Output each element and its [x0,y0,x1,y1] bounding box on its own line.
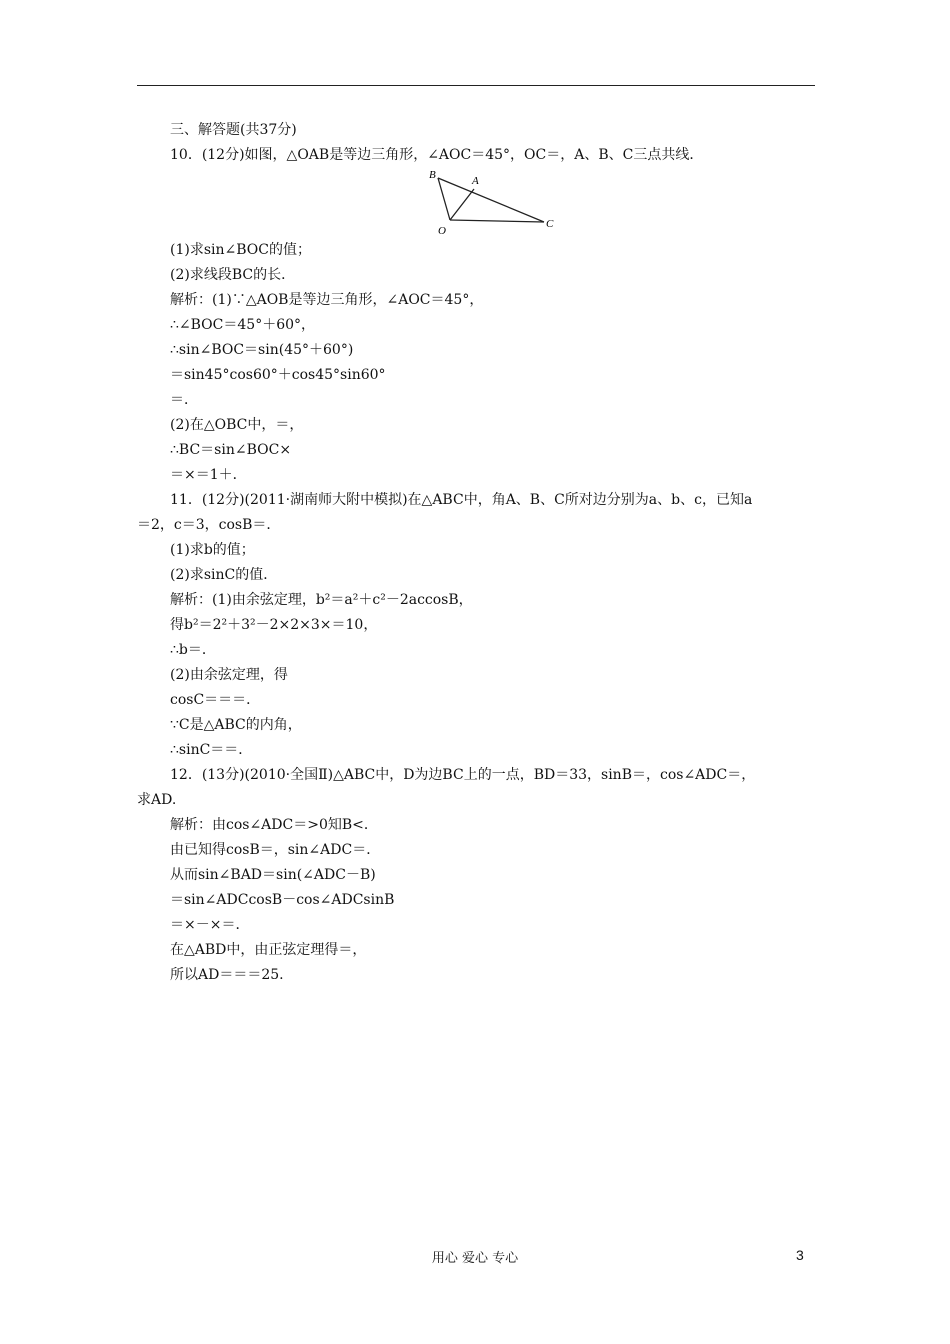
text-line: 从而sin∠BAD＝sin(∠ADC－B) [170,867,376,883]
label-b: B [429,169,436,181]
text-line: ∴b＝． [170,642,216,658]
text-line: (1)求b的值； [170,542,255,558]
text-line: ∴∠BOC＝45°＋60°， [170,317,316,333]
text-line: (2)求sinC的值． [170,567,278,583]
text-line: ＝×＝1＋． [170,467,247,483]
text-line: 10．(12分)如图，△OAB是等边三角形，∠AOC＝45°，OC＝，A、B、C三点共线． [170,147,704,163]
page-number: 3 [796,1247,804,1263]
text-line: 三、解答题(共37分) [170,122,297,138]
text-line: 求AD. [137,792,177,808]
triangle-diagram [422,168,692,238]
text-line: ＝sin45°cos60°＋cos45°sin60° [170,367,386,383]
text-line: ＝×－×＝． [170,917,250,933]
segment-oa [450,189,474,220]
text-block-solutions [137,238,815,988]
text-line: 所以AD＝＝＝25. [170,967,284,983]
text-line: ∴sinC＝＝． [170,742,253,758]
text-block-intro [137,118,815,168]
text-line: (2)求线段BC的长． [170,267,296,283]
footer-slogan: 用心 爱心 专心 [431,1251,519,1266]
text-line: ＝． [170,392,198,408]
triangle-figure [137,168,815,238]
label-a: A [472,175,479,187]
text-line: (2)由余弦定理，得 [170,667,288,683]
text-line: 得b²＝2²＋3²－2×2×3×＝10， [170,617,378,633]
segment-oc [450,220,544,222]
text-line: 12．(13分)(2010·全国Ⅱ)△ABC中，D为边BC上的一点，BD＝33，sinB＝，cos∠ADC＝， [170,767,756,783]
text-line: ∴BC＝sin∠BOC× [170,442,292,458]
text-line: cosC＝＝＝． [170,692,261,708]
text-line: 在△ABD中，由正弦定理得＝， [170,942,367,958]
text-line: 由已知得cosB＝，sin∠ADC＝． [170,842,381,858]
text-line: 11．(12分)(2011·湖南师大附中模拟)在△ABC中，角A、B、C所对边分别为a、b、c，已知a [170,492,753,508]
text-line: (1)求sin∠BOC的值； [170,242,311,258]
segment-bo [438,178,450,220]
label-o: O [438,225,446,237]
text-line: 解析：(1)由余弦定理，b²＝a²＋c²－2accosB， [170,592,473,608]
page-content [137,118,815,988]
text-line: ＝sin∠ADCcosB－cos∠ADCsinB [170,892,395,908]
header-rule [137,85,815,86]
text-line: 解析：(1)∵△AOB是等边三角形，∠AOC＝45°， [170,292,484,308]
text-line: ∴sin∠BOC＝sin(45°＋60°) [170,342,354,358]
text-line: (2)在△OBC中，＝， [170,417,304,433]
text-line: 解析：由cos∠ADC＝>0知B<． [170,817,378,833]
label-c: C [546,218,554,230]
text-line: ＝2，c＝3，cosB＝． [137,517,281,533]
text-line: ∵C是△ABC的内角， [170,717,302,733]
